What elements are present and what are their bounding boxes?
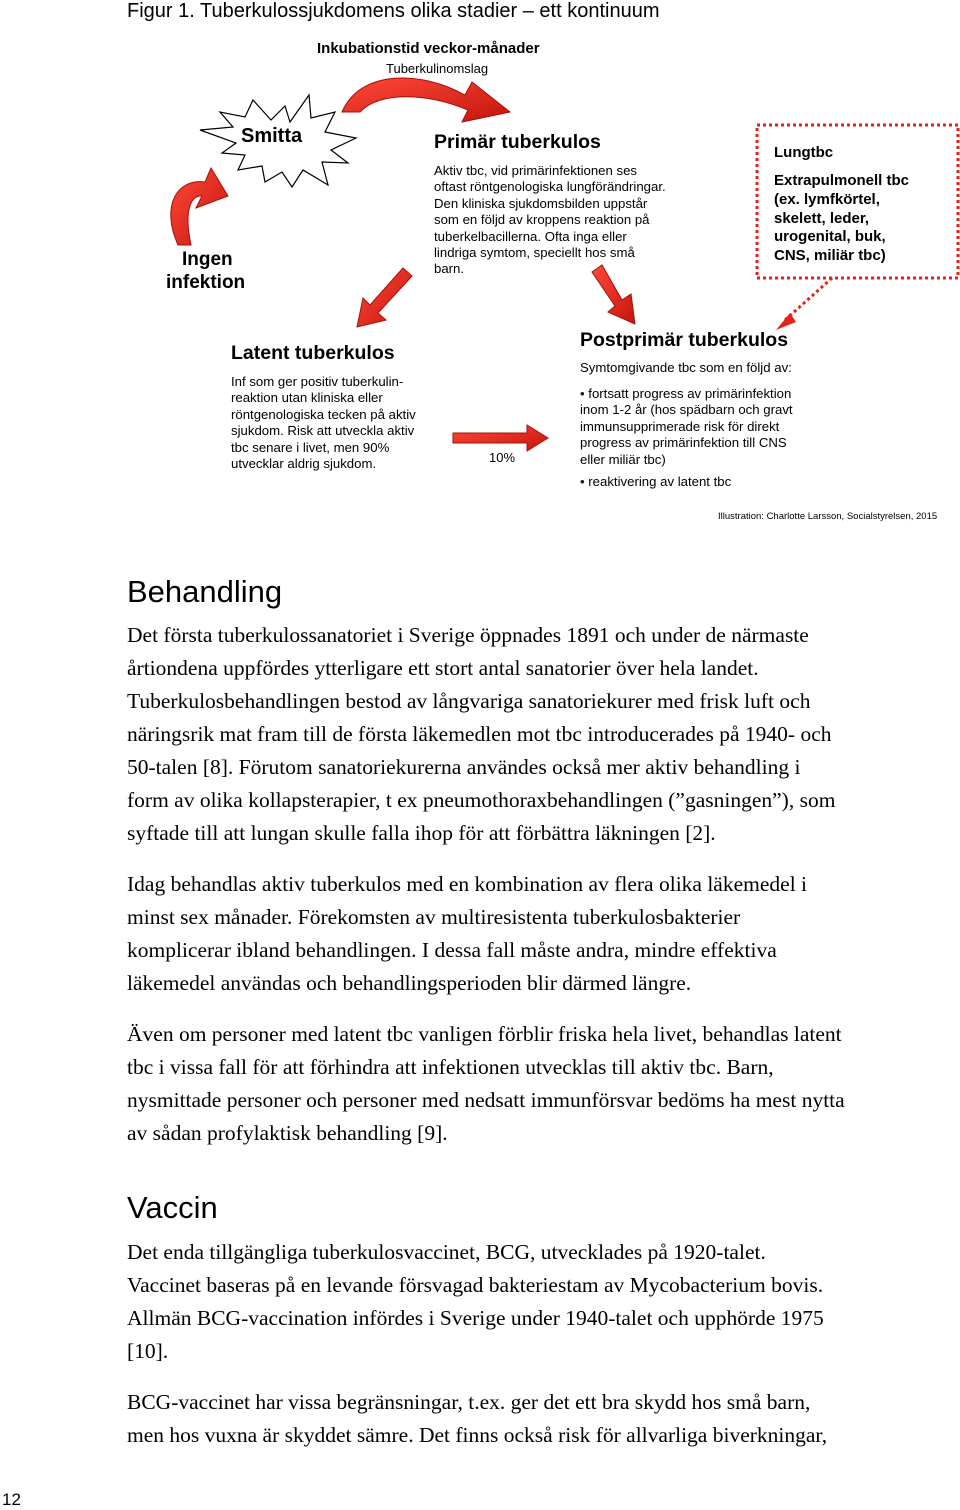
extrapulmonary-list xyxy=(774,172,909,266)
text-line: nysmittade personer och personer med nedsatt immunförsvar bedöms ha mest nytta xyxy=(127,1088,845,1112)
curved-arrow-ingen-to-smitta xyxy=(171,168,228,245)
primar-line: lindriga symtom, speciellt hos små xyxy=(434,244,635,260)
vaccin-heading: Vaccin xyxy=(127,1190,218,1225)
text-line: syftade till att lungan skulle falla ihop för att förbättra läkningen [2]. xyxy=(127,821,716,845)
figure-caption: Figur 1. Tuberkulossjukdomens olika stadier – ett kontinuum xyxy=(127,0,660,22)
latent-line: sjukdom. Risk att utveckla aktiv xyxy=(231,423,415,439)
postprimar-title: Postprimär tuberkulos xyxy=(580,329,789,351)
text-line: BCG-vaccinet har vissa begränsningar, t.ex. ger det ett bra skydd hos små barn, xyxy=(127,1390,811,1414)
postprimar-bullet-2: • reaktivering av latent tbc xyxy=(580,474,732,489)
arrow-latent-to-postprimar xyxy=(453,425,548,451)
primar-line: som en följd av kroppens reaktion på xyxy=(434,212,650,228)
primar-line: barn. xyxy=(434,261,465,277)
text-line: årtiondena uppfördes ytterligare ett stort antal sanatorier över hela landet. xyxy=(127,656,759,680)
arrow-to-latent xyxy=(357,268,412,327)
vaccin-paragraph-1 xyxy=(127,1236,824,1368)
dotted-connector-arrow xyxy=(785,278,832,320)
latent-line: Inf som ger positiv tuberkulin- xyxy=(231,374,404,389)
incubation-label: Inkubationstid veckor-månader xyxy=(317,40,540,57)
text-line: Vaccinet baseras på en levande försvagad bakteriestam av Mycobacterium bovis. xyxy=(127,1273,824,1297)
text-line: [10]. xyxy=(127,1339,169,1363)
text-line: komplicerar ibland behandlingen. I dessa fall måste andra, mindre effektiva xyxy=(127,938,777,962)
behandling-heading: Behandling xyxy=(127,574,283,609)
text-line: form av olika kollapsterapier, t ex pneumothoraxbehandlingen (”gasningen”), som xyxy=(127,788,836,812)
text-line: Tuberkulosbehandlingen bestod av långvariga sanatoriekurer med frisk luft och xyxy=(127,689,811,713)
text-line: Det enda tillgängliga tuberkulosvaccinet, BCG, utvecklades på 1920-talet. xyxy=(127,1240,766,1264)
latent-line: röntgenologiska tecken på aktiv xyxy=(231,406,416,422)
primar-line: Den kliniska sjukdomsbilden uppstår xyxy=(434,195,648,211)
latent-title: Latent tuberkulos xyxy=(231,342,395,364)
behandling-paragraph-2 xyxy=(127,868,807,1000)
postprimar-bullet-1 xyxy=(580,386,793,468)
extrapulmonary-line: skelett, leder, xyxy=(774,209,870,227)
tuberculosis-stages-diagram xyxy=(0,0,960,530)
behandling-paragraph-3 xyxy=(127,1018,845,1150)
text-line: näringsrik mat fram till de första läkemedlen mot tbc introducerades på 1940- och xyxy=(127,722,832,746)
tuberculin-label: Tuberkulinomslag xyxy=(386,61,489,76)
ten-percent-label: 10% xyxy=(489,450,516,465)
primar-line: tuberkelbacillerna. Ofta inga eller xyxy=(434,228,627,244)
primar-title: Primär tuberkulos xyxy=(434,131,601,153)
postprimar-line: immunsupprimerade risk för direkt xyxy=(580,418,780,434)
postprimar-line: eller miliär tbc) xyxy=(580,451,666,467)
primar-line: oftast röntgenologiska lungförändringar. xyxy=(434,179,666,195)
infektion-label: infektion xyxy=(166,272,246,293)
behandling-paragraph-1 xyxy=(127,619,835,850)
extrapulmonary-line: Extrapulmonell tbc xyxy=(774,172,910,189)
text-line: Det första tuberkulossanatoriet i Sverige öppnades 1891 och under de närmaste xyxy=(127,623,809,647)
text-line: läkemedel användas och behandlingsperioden blir därmed längre. xyxy=(127,971,692,995)
postprimar-subtitle: Symtomgivande tbc som en följd av: xyxy=(580,360,792,375)
text-line: Idag behandlas aktiv tuberkulos med en kombination av flera olika läkemedel i xyxy=(127,872,808,896)
primar-description xyxy=(434,163,666,278)
latent-line: reaktion utan kliniska eller xyxy=(231,390,383,406)
text-line: men hos vuxna är skyddet sämre. Det finns också risk för allvarliga biverkningar, xyxy=(127,1423,828,1447)
lungtbc-label: Lungtbc xyxy=(774,144,834,161)
latent-line: tbc senare i livet, men 90% xyxy=(231,439,390,455)
latent-description xyxy=(231,374,416,472)
text-line: av sådan profylaktisk behandling [9]. xyxy=(127,1121,448,1145)
postprimar-line: inom 1-2 år (hos spädbarn och gravt xyxy=(580,402,793,418)
text-line: minst sex månader. Förekomsten av multiresistenta tuberkulosbakterier xyxy=(127,905,741,929)
extrapulmonary-line: urogenital, buk, xyxy=(774,228,886,246)
primar-line: Aktiv tbc, vid primärinfektionen ses xyxy=(434,163,638,178)
dotted-connector-arrowhead xyxy=(776,313,796,330)
illustration-credit: Illustration: Charlotte Larsson, Socialstyrelsen, 2015 xyxy=(718,511,938,522)
smitta-label: Smitta xyxy=(241,125,303,147)
text-line: Allmän BCG-vaccination infördes i Sverige under 1940-talet och upphörde 1975 xyxy=(127,1306,824,1330)
page-number: 12 xyxy=(2,1490,21,1509)
postprimar-line: • fortsatt progress av primärinfektion xyxy=(580,386,792,401)
text-line: 50-talen [8]. Förutom sanatoriekurerna användes också mer aktiv behandling i xyxy=(127,755,801,779)
text-line: Även om personer med latent tbc vanligen förblir friska hela livet, behandlas latent xyxy=(127,1022,842,1046)
ingen-label: Ingen xyxy=(182,249,233,270)
vaccin-paragraph-2 xyxy=(127,1386,827,1452)
extrapulmonary-line: (ex. lymfkörtel, xyxy=(774,190,880,208)
postprimar-line: progress av primärinfektion till CNS xyxy=(580,435,787,451)
text-line: tbc i vissa fall för att förhindra att infektionen utvecklas till aktiv tbc. Barn, xyxy=(127,1055,774,1079)
curved-arrow-smitta-to-primar xyxy=(342,78,510,122)
extrapulmonary-line: CNS, miliär tbc) xyxy=(774,247,886,265)
latent-line: utvecklar aldrig sjukdom. xyxy=(231,455,377,471)
